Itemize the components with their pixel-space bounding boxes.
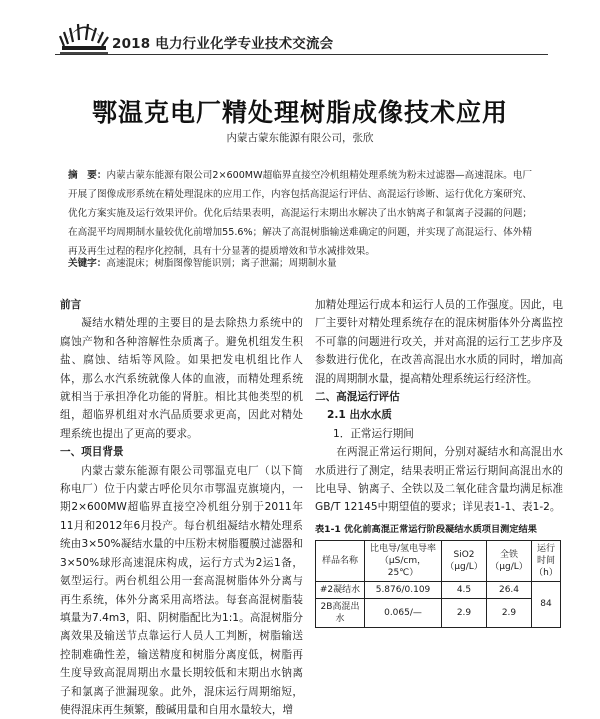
cell-sample: #2凝结水 (316, 581, 365, 598)
header-sample: 样品名称 (316, 540, 365, 581)
subsection-2-1-1-paragraph: 在两混正常运行期间，分别对凝结水和高混出水水质进行了测定，结果表明正常运行期间高混出水的比电导、钠离子、全铁以及二氧化硅含量均满足标准GB/T 12145中期望值的要求；详见表1-1、表1-2。 (315, 446, 563, 514)
cell-fe: 2.9 (487, 598, 532, 627)
header-fe: 全铁（μg/L） (487, 540, 532, 581)
header-sio2: SiO2（μg/L） (442, 540, 487, 581)
abstract (68, 166, 532, 261)
abstract-text: 内蒙古蒙东能源有限公司2×600MW超临界直接空冷机组精处理系统为粉末过滤器—高速混床。电厂开展了图像成形系统在精处理混床的应用工作，内容包括高混运行评估、高混运行诊断、运行优化方案研究、优化方案实施及运行效果评价。优化后结果表明，高混运行末期出水解决了出水钠离子和氯离子浸漏的问题；在高混平均周期制水量较优化前增加55.6%；解决了高混树脂输送难确定的问题，并实现了高混运行、体外精再及再生过程的程序化控制，具有十分显著的提质增效和节水减排效果。 (68, 170, 533, 257)
cell-fe: 26.4 (487, 581, 532, 598)
cell-conductivity: 0.065/— (365, 598, 442, 627)
keywords (68, 255, 532, 269)
cell-conductivity: 5.876/0.109 (365, 581, 442, 598)
water-quality-table (315, 540, 561, 628)
section-2-heading: 二、高混运行评估 (315, 391, 400, 404)
table-row (316, 581, 561, 598)
cell-sio2: 4.5 (442, 581, 487, 598)
subsection-2-1-1-heading: 1．正常运行期间 (333, 427, 414, 440)
cell-sample: 2B高混出水 (316, 598, 365, 627)
left-column (60, 296, 303, 719)
header-time: 运行时间（h） (532, 540, 561, 581)
section-1-heading: 一、项目背景 (60, 446, 124, 459)
header-conductivity: 比电导/氢电导率（μS/cm，25℃） (365, 540, 442, 581)
article-author: 内蒙古蒙东能源有限公司，张欣 (226, 132, 374, 144)
preface-paragraph: 凝结水精处理的主要目的是去除热力系统中的腐蚀产物和各种溶解性杂质离子。避免机组发生积盐、腐蚀、结垢等风险。如果把发电机组比作人体，那么水汽系统就像人体的血液，而精处理系统就相当于承担净化功能的肾脏。相比其他类型的机组，超临界机组对水汽品质要求更高，因此对精处理系统也提出了更高的要求。 (60, 317, 303, 440)
abstract-label: 摘 要： (68, 170, 107, 181)
article-title: 鄂温克电厂精处理树脂成像技术应用 (91, 98, 508, 127)
section-1-paragraph: 内蒙古蒙东能源有限公司鄂温克电厂（以下简称电厂）位于内蒙古呼伦贝尔市鄂温克旗境内，一期2×600MW超临界直接空冷机组分别于2011年11月和2012年6月投产。每台机组凝结水精处理系统由3×50%凝结水量的中压粉末树脂覆膜过滤器和3×50%球形高速混床构成，运行方式为2运1备，氨型运行。两台机组公用一套高混树脂体外分离与再生系统，体外分离采用高塔法。每套高混树脂装填量为7.4m3，阳、阴树脂配比为1:1。高混树脂分离效果及输送节点靠运行人员人工判断，树脂输送控制难确性差，输送精度和树脂分离度低，树脂再生度导致高混周期出水量长期较低和末期出水钠离子和氯离子泄漏现象。此外，混床运行周期缩短，使得混床再生频繁，酸碱用量和自用水量较大，增 (60, 464, 303, 716)
logo-base (62, 46, 106, 50)
cell-run-time: 84 (532, 581, 561, 627)
header-divider (55, 54, 548, 55)
subsection-2-1-heading: 2.1 出水水质 (327, 409, 392, 422)
conference-logo (58, 10, 110, 58)
cell-sio2: 2.9 (442, 598, 487, 627)
table-caption: 表1-1 优化前高混正常运行阶段凝结水质项目测定结果 (315, 523, 537, 535)
preface-heading: 前言 (60, 299, 82, 311)
right-column (315, 296, 563, 628)
continuation-paragraph: 加精处理运行成本和运行人员的工作强度。因此，电厂主要针对精处理系统存在的混床树脂体外分离监控不可靠的问题进行攻关，并对高混的运行工艺步序及参数进行优化，在改善高混出水水质的同时，增加高混的周期制水量，提高精处理系统运行经济性。 (315, 299, 563, 385)
keywords-label: 关键字： (68, 258, 107, 269)
conference-title: 2018 电力行业化学专业技术交流会 (112, 36, 334, 52)
table-row (316, 598, 561, 627)
keywords-text: 高速混床；树脂图像智能识别；离子泄漏；周期制水量 (106, 258, 337, 269)
table-header-row (316, 540, 561, 581)
